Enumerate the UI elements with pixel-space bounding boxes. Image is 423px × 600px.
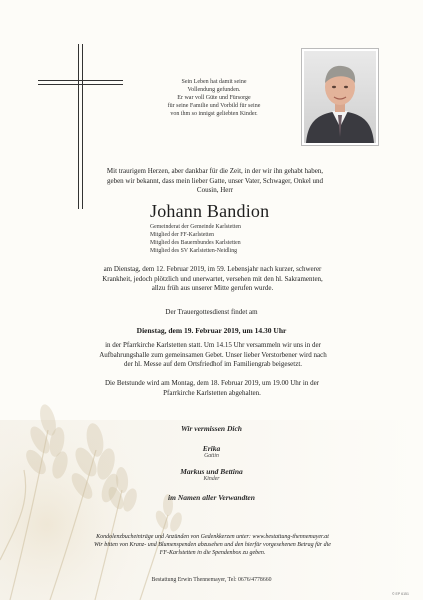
mourners-heading: Wir vermissen Dich [181, 424, 242, 433]
motto-line: von ihm so innigst geliebten Kinder. [170, 111, 258, 117]
details-line: Krankheit, jedoch plötzlich und unerwartet, versehen mit den hl. Sakramenten, [102, 274, 323, 283]
announcement-intro [70, 167, 360, 196]
motto-line: Er war voll Güte und Fürsorge [177, 95, 251, 101]
role-line: Mitglied des SV Karlstetten-Neidling [150, 248, 237, 254]
funeral-home-contact: Bestattung Erwin Thennemayer, Tel: 0676/4778660 [151, 577, 272, 583]
service-location [58, 341, 368, 370]
mourner-name: Erika [202, 444, 221, 453]
prayer-hour [62, 379, 362, 398]
document-code: © EP 6151 [392, 592, 409, 596]
motto-line: Vollendung gefunden. [187, 87, 241, 93]
footer-line: Wir bitten von Kranz- und Blumenspenden abzusehen und den hierfür vorgesehenen Betrag für die [94, 542, 331, 548]
location-line: der hl. Messe auf dem Ortsfriedhof im Familiengrab beigesetzt. [123, 360, 303, 368]
portrait-image [304, 51, 376, 143]
role-line: Gemeinderat der Gemeinde Karlstetten [150, 224, 241, 230]
role-line: Mitglied des Bauernbundes Karlstetten [150, 240, 241, 246]
motto-line: Sein Leben hat damit seine [181, 79, 247, 85]
mourner-relation: Gattin [204, 453, 219, 459]
footer-line: Kondolenzbucheinträge und Anzünden von Gedenkkerzen unter: www.bestattung-thennemayer.at [96, 534, 329, 540]
mourner-name: Markus und Bettina [180, 467, 243, 476]
details-line: am Dienstag, dem 12. Februar 2019, im 59. Lebensjahr nach kurzer, schwerer [103, 265, 322, 273]
footer-line: FF-Karlstetten in die Spendenbox zu geben. [159, 550, 266, 556]
motto-line: für seine Familie und Vorbild für seine [167, 103, 261, 109]
intro-line: Mit traurigem Herzen, aber dankbar für die Zeit, in der wir ihn gehabt haben, [106, 167, 324, 175]
mourner-relation: Kinder [203, 476, 220, 482]
portrait-photo [301, 48, 379, 146]
prayer-line: Pfarrkirche Karlstetten abgehalten. [163, 388, 261, 397]
service-intro: Der Trauergottesdienst findet am [165, 308, 258, 316]
intro-line: Cousin, Herr [196, 186, 234, 194]
relatives-line: im Namen aller Verwandten [168, 493, 255, 502]
prayer-line: Die Betstunde wird am Montag, dem 18. Februar 2019, um 19.00 Uhr in der [104, 379, 320, 387]
intro-line: geben wir bekannt, dass mein lieber Gatte, unser Vater, Schwager, Onkel und [106, 176, 324, 185]
location-line: in der Pfarrkirche Karlstetten statt. Um 14.15 Uhr versammeln wir uns in der [105, 341, 321, 349]
details-line: allzu früh aus unserer Mitte gerufen wurde. [151, 284, 274, 292]
location-line: Aufbahrungshalle zum gemeinsamen Gebet. Unser lieber Verstorbener wird nach [99, 350, 327, 359]
deceased-name: Johann Bandion [150, 201, 270, 221]
footer-notes [60, 533, 365, 557]
death-details [60, 265, 365, 294]
deceased-roles [150, 223, 350, 255]
motto-verse [134, 78, 294, 118]
role-line: Mitglied der FF-Karlstetten [150, 232, 215, 238]
service-date: Dienstag, dem 19. Februar 2019, um 14.30 Uhr [136, 326, 287, 335]
